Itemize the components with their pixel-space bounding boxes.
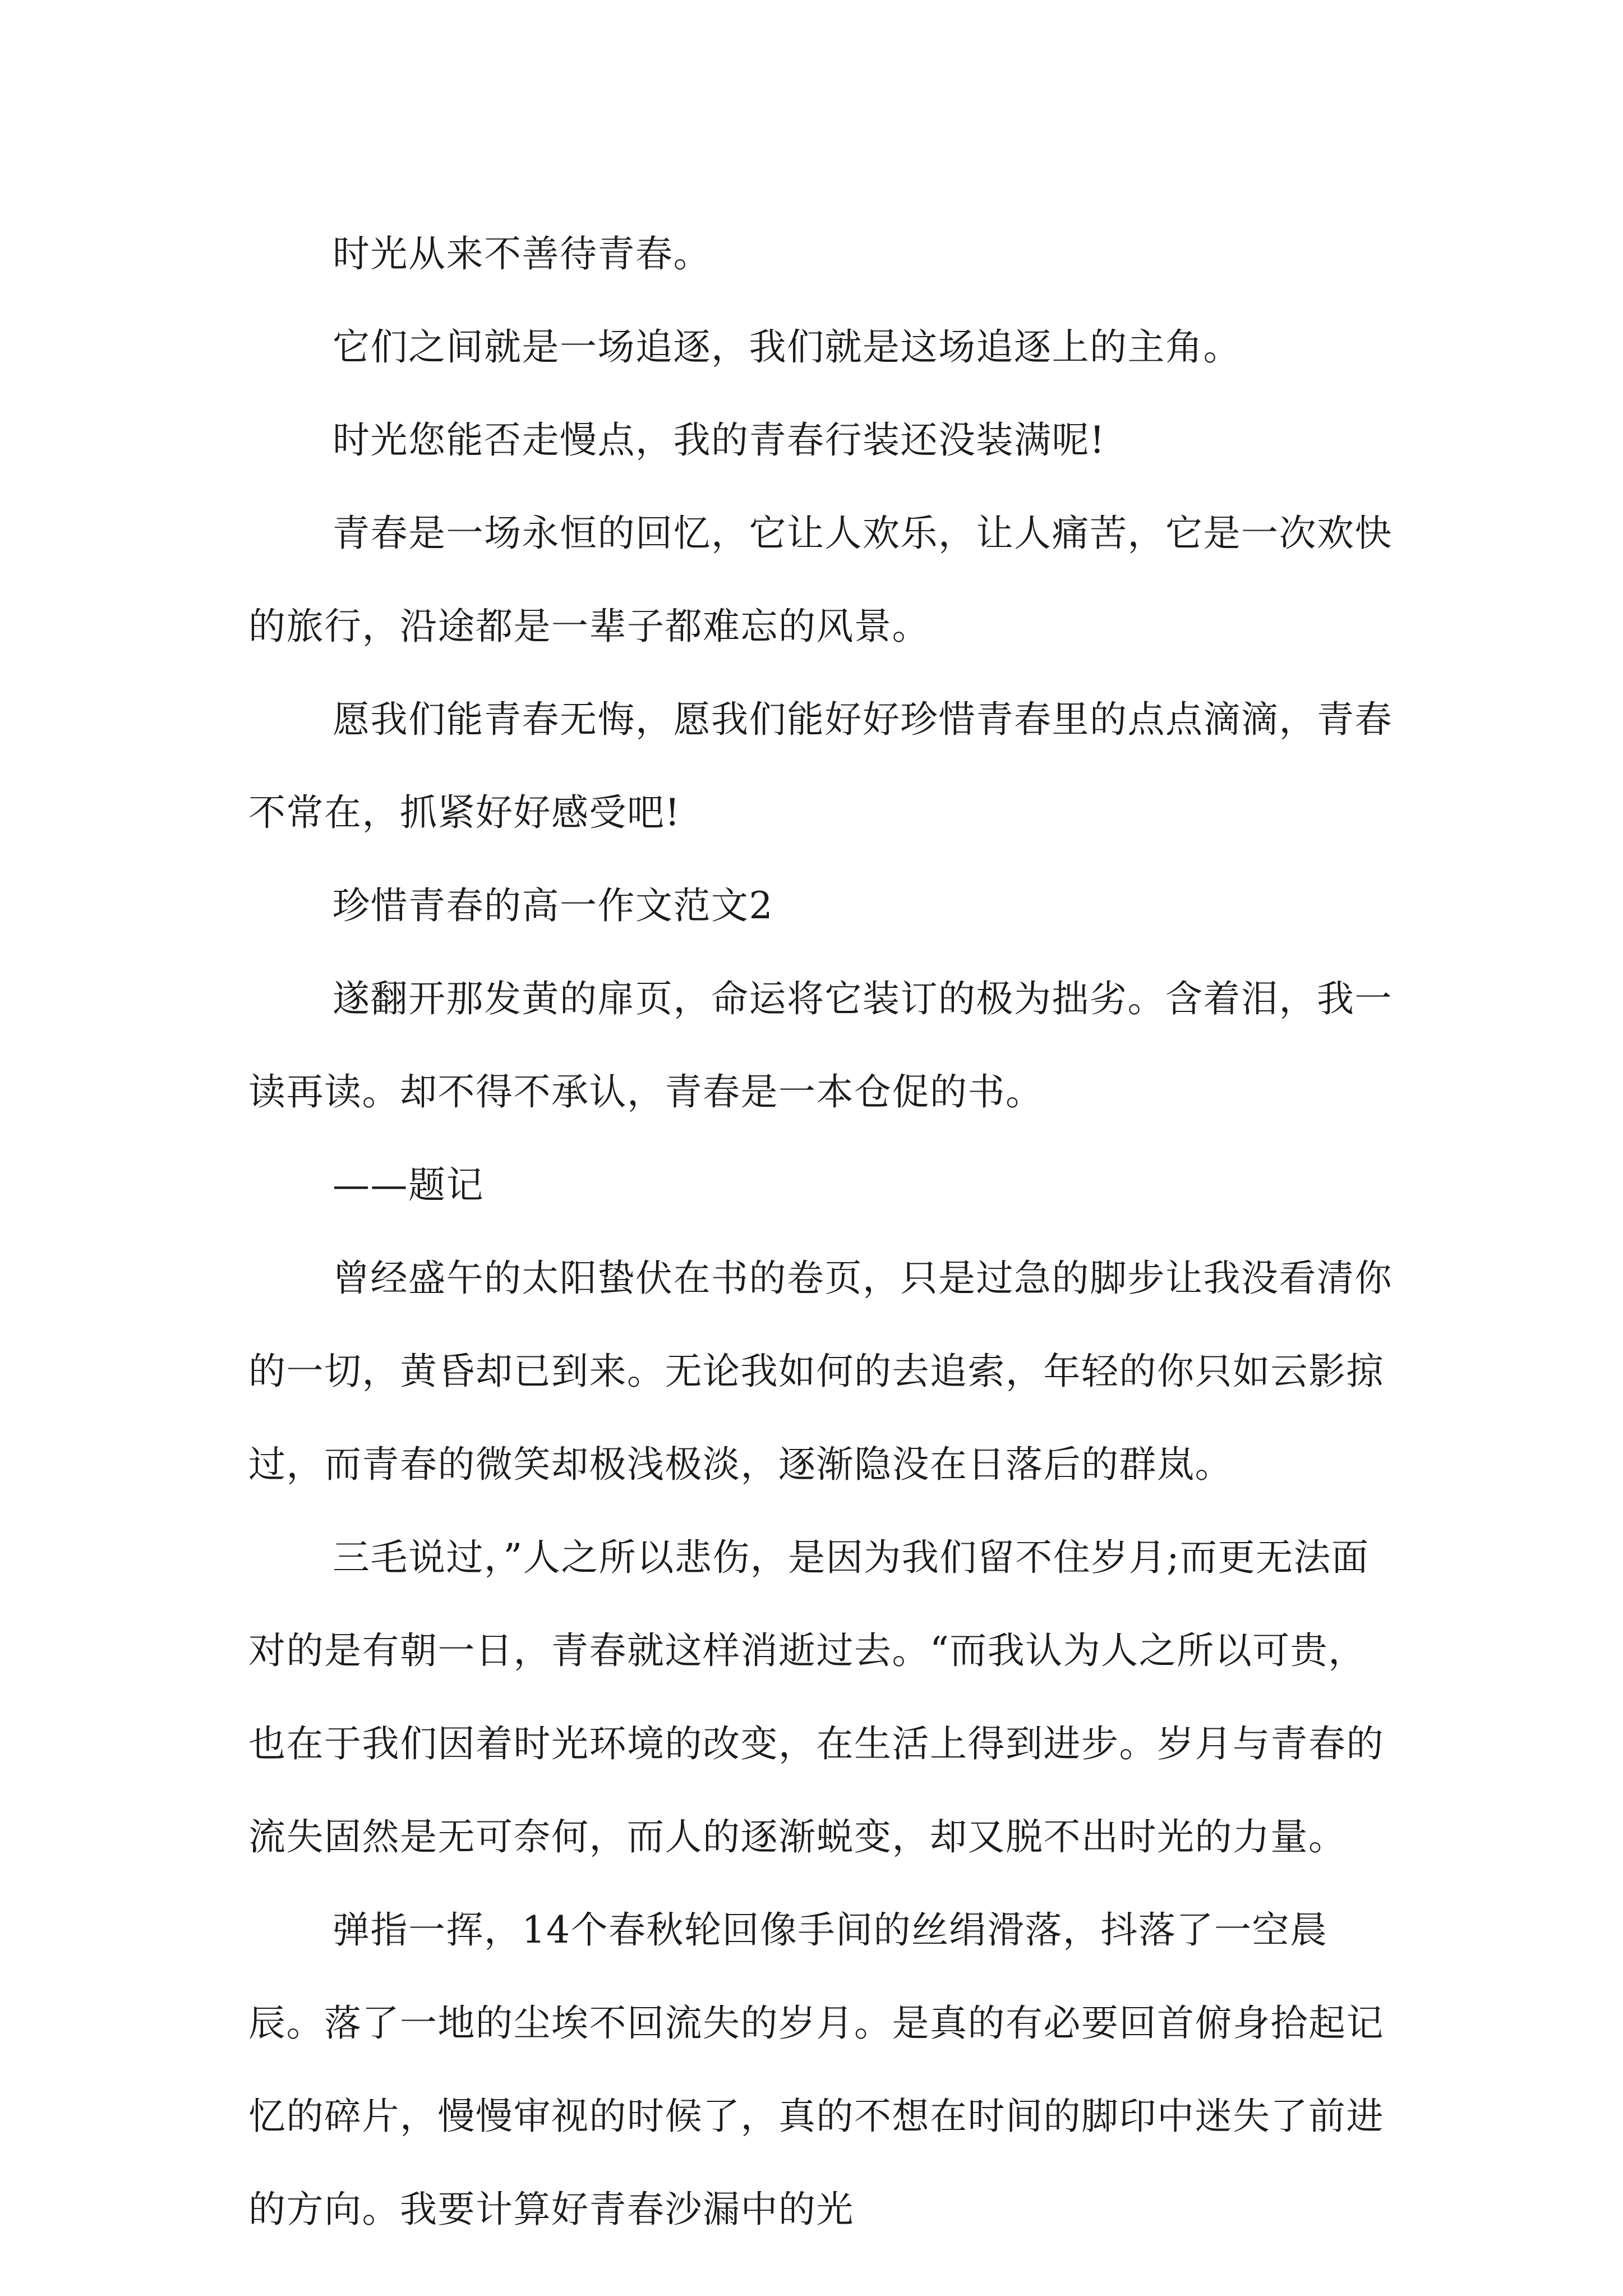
paragraph: 三毛说过，”人之所以悲伤，是因为我们留不住岁月;而更无法面对的是有朝一日，青春就这样消逝过去。“而我认为人之所以可贵，也在于我们因着时光环境的改变，在生活上得到进步。岁月与青春的流失固然是无可奈何，而人的逐渐蜕变，却又脱不出时光的力量。 [248,1536,1384,1858]
paragraph: 愿我们能青春无悔，愿我们能好好珍惜青春里的点点滴滴，青春不常在，抓紧好好感受吧! [248,698,1393,834]
paragraph: 遂翻开那发黄的扉页，命运将它装订的极为拙劣。含着泪，我一读再读。却不得不承认，青春是一本仓促的书。 [248,977,1393,1114]
paragraph: 时光您能否走慢点，我的青春行装还没装满呢! [333,418,1106,462]
paragraph: 时光从来不善待青春。 [333,232,711,275]
document-body [248,208,1393,2256]
section-heading: 珍惜青春的高一作文范文2 [333,884,773,927]
paragraph: 弹指一挥，14个春秋轮回像手间的丝绢滑落，抖落了一空晨辰。落了一地的尘埃不回流失的岁月。是真的有必要回首俯身拾起记忆的碎片，慢慢审视的时候了，真的不想在时间的脚印中迷失了前进的方向。我要计算好青春沙漏中的光 [248,1908,1384,2231]
paragraph: 青春是一场永恒的回忆，它让人欢乐，让人痛苦，它是一次欢快的旅行，沿途都是一辈子都难忘的风景。 [248,512,1393,648]
paragraph: 曾经盛午的太阳蛰伏在书的卷页，只是过急的脚步让我没看清你的一切，黄昏却已到来。无论我如何的去追索，年轻的你只如云影掠过，而青春的微笑却极浅极淡，逐渐隐没在日落后的群岚。 [248,1257,1393,1486]
epigraph-attribution: ——题记 [333,1163,484,1207]
paragraph: 它们之间就是一场追逐，我们就是这场追逐上的主角。 [333,325,1241,369]
